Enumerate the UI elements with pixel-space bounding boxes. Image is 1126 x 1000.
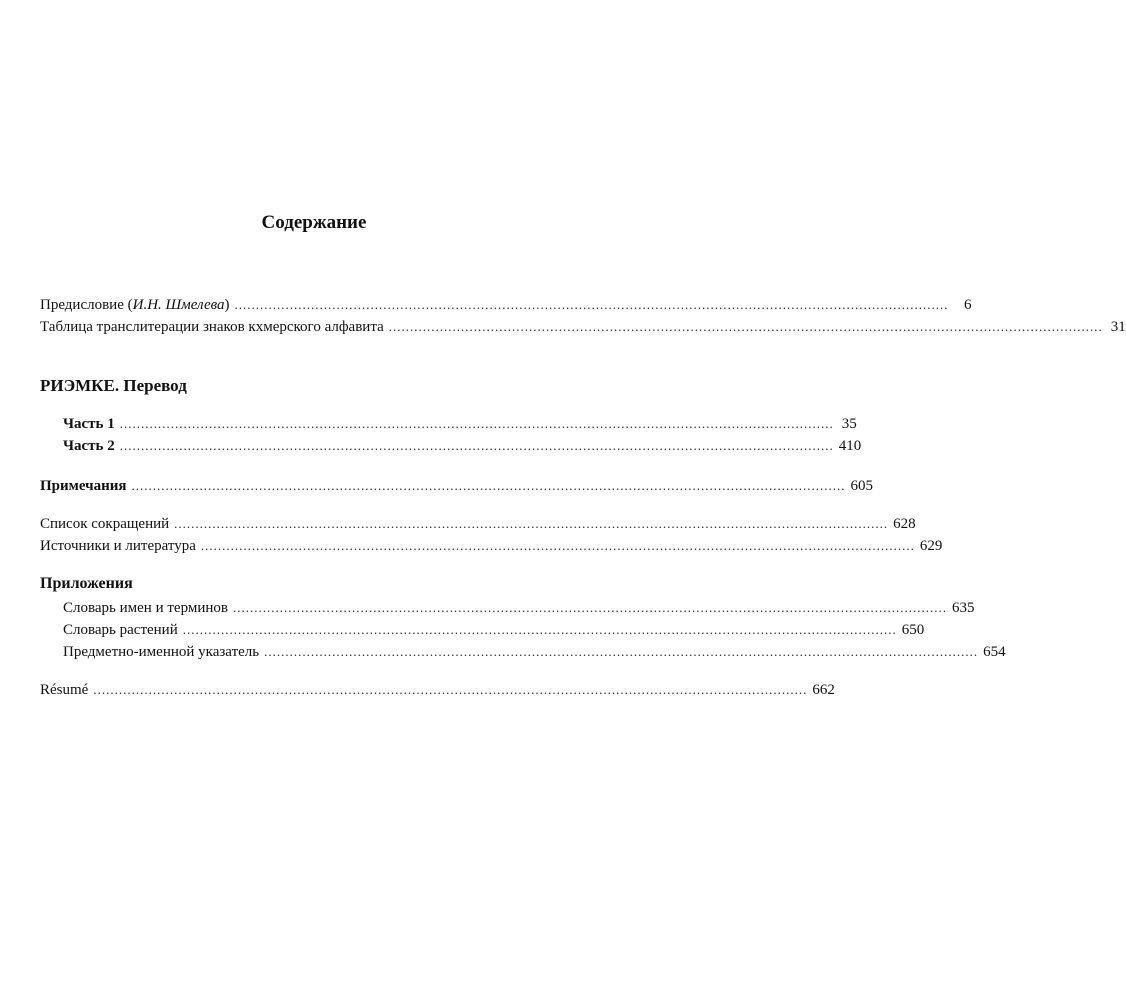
toc-entry-dictionary-names [63, 598, 975, 618]
page-number: 605 [850, 478, 874, 494]
dot-leader: ........................................................................................................................................................................ [234, 297, 949, 312]
toc-entry-sources [40, 536, 943, 556]
page-number: 410 [838, 438, 862, 454]
page-number: 31 [1110, 319, 1126, 335]
page-number: 662 [812, 682, 835, 698]
entry-label: Источники и литература [40, 538, 196, 554]
entry-label: Словарь растений [63, 622, 178, 638]
toc-entry-transliteration [40, 317, 1126, 337]
toc-entry-notes [40, 476, 874, 496]
dot-leader: ........................................................................................................................................................................ [131, 478, 846, 493]
dot-leader: ........................................................................................................................................................................ [388, 319, 1103, 334]
entry-label: Словарь имен и терминов [63, 600, 228, 616]
page-number: 6 [964, 297, 972, 313]
page-number: 635 [951, 600, 975, 616]
entry-label: Таблица транслитерации знаков кхмерского алфавита [40, 319, 384, 335]
entry-label: Предметно-именной указатель [63, 644, 260, 660]
section-heading-translation: РИЭМКЕ. Перевод [40, 376, 187, 395]
dot-leader: ........................................................................................................................................................................ [119, 416, 834, 431]
toc-entry-part-2 [63, 436, 862, 456]
entry-label: Résumé [40, 682, 89, 698]
section-heading-appendices: Приложения [40, 575, 133, 592]
entry-label: Список сокращений [40, 516, 170, 532]
toc-entry-part-1 [63, 414, 857, 434]
toc-entry-subject-index [63, 642, 1006, 662]
dot-leader: ........................................................................................................................................................................ [182, 622, 897, 637]
toc-entry-resume [40, 680, 835, 700]
dot-leader: ........................................................................................................................................................................ [119, 438, 834, 453]
page-number: 628 [893, 516, 916, 532]
page-title: Содержание [261, 212, 367, 233]
author-name: И.Н. Шмелева [132, 297, 225, 313]
entry-label: Часть 2 [63, 438, 115, 454]
dot-leader: ........................................................................................................................................................................ [232, 600, 947, 615]
dot-leader: ........................................................................................................................................................................ [200, 538, 915, 553]
page-number: 629 [919, 538, 943, 554]
toc-entry-preface [40, 295, 972, 315]
dot-leader: ........................................................................................................................................................................ [174, 516, 889, 531]
page-number: 654 [983, 644, 1006, 660]
dot-leader: ........................................................................................................................................................................ [264, 644, 979, 659]
page-number: 650 [901, 622, 925, 638]
dot-leader: ........................................................................................................................................................................ [93, 682, 808, 697]
page-number: 35 [841, 416, 857, 432]
entry-label: Часть 1 [63, 416, 115, 432]
toc-entry-dictionary-plants [63, 620, 925, 640]
toc-entry-abbreviations [40, 514, 916, 534]
entry-label: Предисловие (И.Н. Шмелева) [40, 297, 230, 313]
entry-label: Примечания [40, 478, 127, 494]
